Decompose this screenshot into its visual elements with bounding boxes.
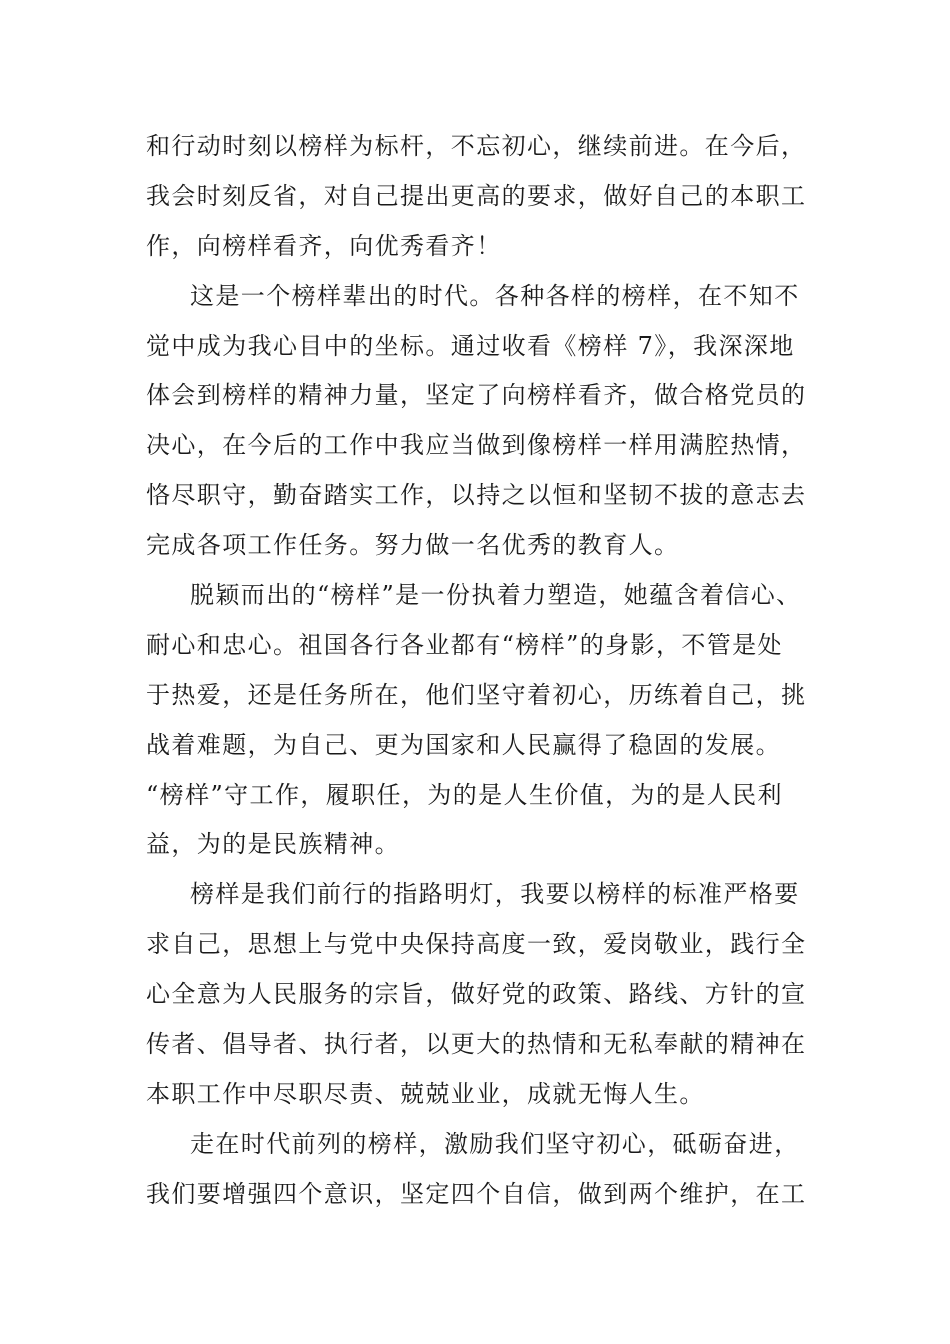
text-line: 于热爱，还是任务所在，他们坚守着初心，历练着自己，挑 [146, 680, 807, 709]
text-line: 战着难题，为自己、更为国家和人民赢得了稳固的发展。 [146, 730, 781, 759]
paragraph-first-line: 走在时代前列的榜样，激励我们坚守初心，砥砺奋进， [190, 1129, 800, 1158]
text-line: 作，向榜样看齐，向优秀看齐！ [146, 231, 502, 260]
text-line: 我会时刻反省，对自己提出更高的要求，做好自己的本职工 [146, 181, 807, 210]
paragraph-first-line: 榜样是我们前行的指路明灯，我要以榜样的标准严格要 [190, 880, 800, 909]
text-line: “榜样”守工作，履职任，为的是人生价值，为的是人民利 [146, 780, 783, 809]
text-line: 耐心和忠心。祖国各行各业都有“榜样”的身影，不管是处 [146, 630, 783, 659]
text-line: 觉中成为我心目中的坐标。通过收看《榜样 7》，我深深地 [146, 331, 795, 360]
paragraph-first-line: 脱颖而出的“榜样”是一份执着力塑造，她蕴含着信心、 [190, 581, 802, 610]
text-line: 完成各项工作任务。努力做一名优秀的教育人。 [146, 531, 680, 560]
paragraph-first-line: 这是一个榜样辈出的时代。各种各样的榜样，在不知不 [190, 281, 800, 310]
text-line: 传者、倡导者、执行者，以更大的热情和无私奉献的精神在 [146, 1030, 807, 1059]
text-line: 恪尽职守，勤奋踏实工作，以持之以恒和坚韧不拔的意志去 [146, 481, 807, 510]
text-line: 求自己，思想上与党中央保持高度一致，爱岗敬业，践行全 [146, 930, 807, 959]
text-line: 我们要增强四个意识，坚定四个自信，做到两个维护，在工 [146, 1179, 807, 1208]
text-line: 益，为的是民族精神。 [146, 830, 400, 859]
text-line: 体会到榜样的精神力量，坚定了向榜样看齐，做合格党员的 [146, 381, 807, 410]
text-line: 和行动时刻以榜样为标杆，不忘初心，继续前进。在今后， [146, 132, 807, 160]
text-line: 心全意为人民服务的宗旨，做好党的政策、路线、方针的宣 [146, 980, 807, 1009]
document-body [146, 122, 810, 1220]
text-line: 决心，在今后的工作中我应当做到像榜样一样用满腔热情， [146, 431, 807, 460]
text-line: 本职工作中尽职尽责、兢兢业业，成就无悔人生。 [146, 1079, 705, 1108]
